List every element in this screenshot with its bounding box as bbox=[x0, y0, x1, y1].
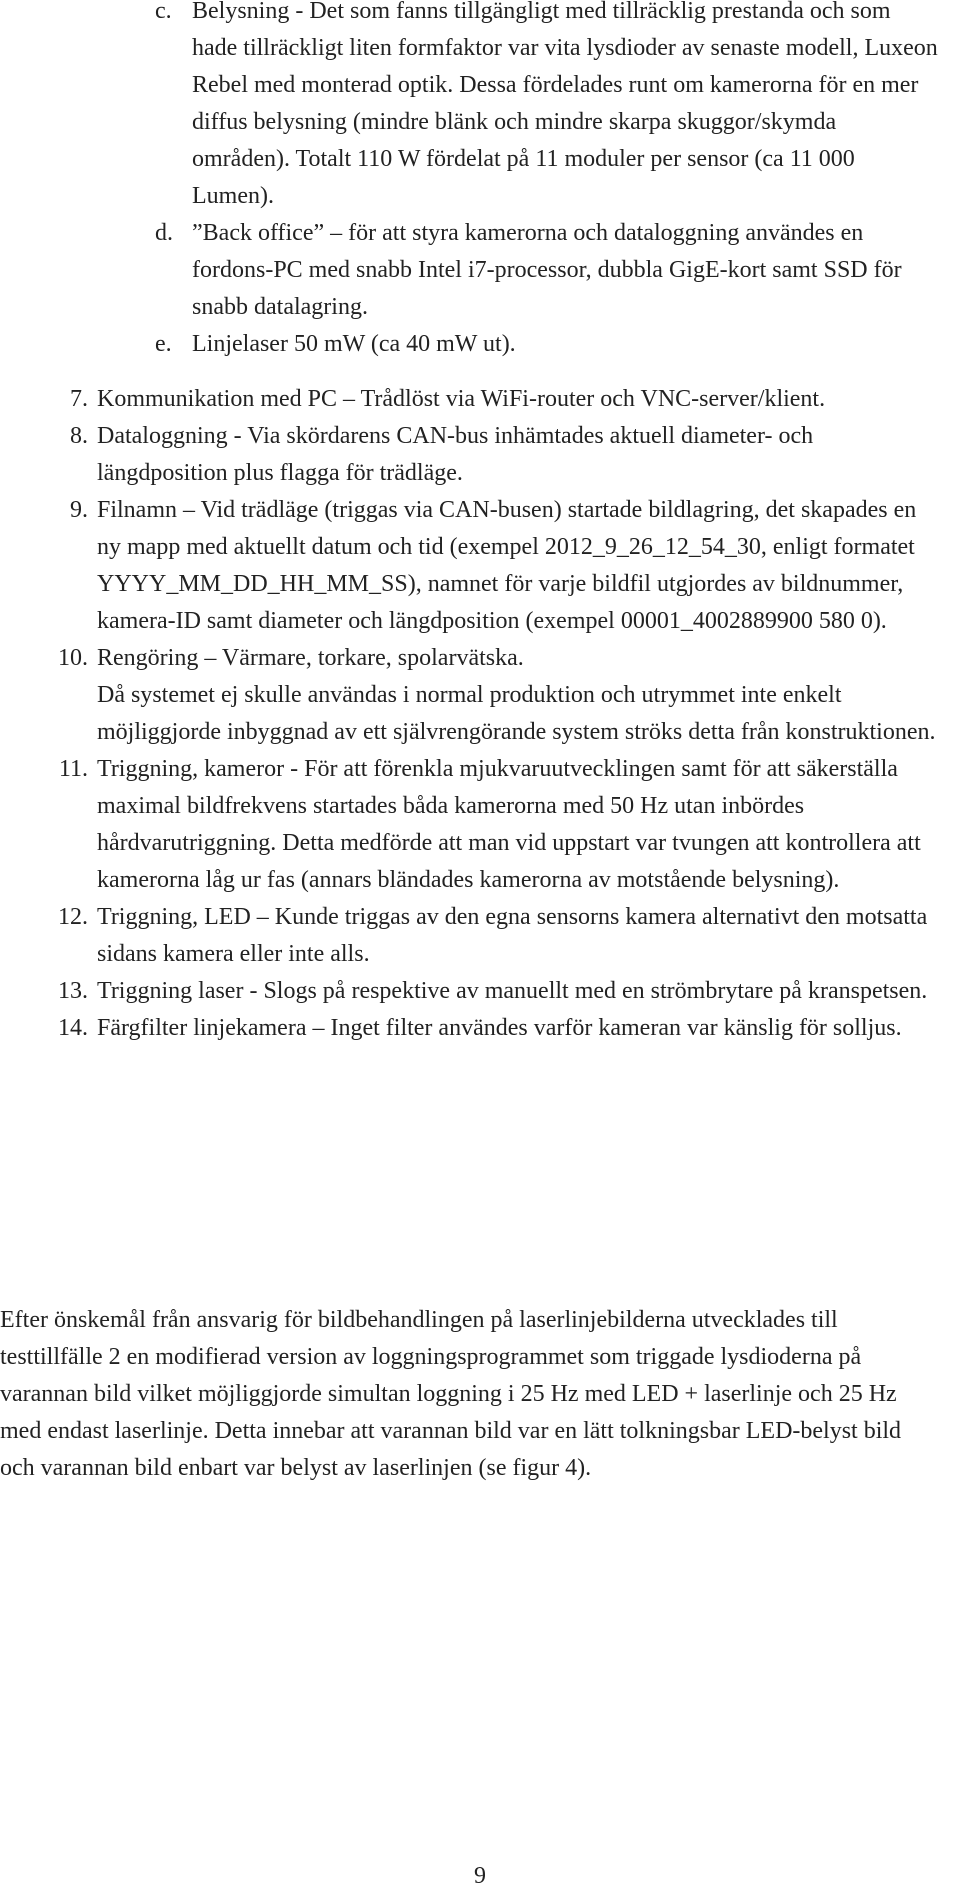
list-marker: c. bbox=[155, 0, 172, 24]
list-marker: 11. bbox=[58, 756, 88, 782]
list-item bbox=[0, 381, 940, 418]
list-item-text: Triggning laser - Slogs på respektive av manuellt med en strömbrytare på kranspetsen. bbox=[97, 978, 928, 1004]
sub-item-list bbox=[155, 0, 940, 363]
list-item-text: Rengöring – Värmare, torkare, spolarvätska. bbox=[97, 645, 524, 671]
list-item-text: Färgfilter linjekamera – Inget filter användes varför kameran var känslig för solljus. bbox=[97, 1015, 902, 1041]
list-item-text: Dataloggning - Via skördarens CAN-bus inhämtades aktuell diameter- och längdposition plus flagga för trädläge. bbox=[97, 423, 814, 486]
list-item-note: Då systemet ej skulle användas i normal produktion och utrymmet inte enkelt möjliggjorde inbyggnad av ett självrengörande system ströks detta från konstruktionen. bbox=[97, 682, 936, 745]
list-item-text: Triggning, LED – Kunde triggas av den egna sensorns kamera alternativt den motsatta sidans kamera eller inte alls. bbox=[97, 904, 928, 967]
body-paragraph: Efter önskemål från ansvarig för bildbehandlingen på laserlinjebilderna utvecklades till testtillfälle 2 en modifierad version av loggningsprogrammet som triggade lysdioderna på varannan bild vilket möjliggjorde simultan loggning i 25 Hz med LED + laserlinje och 25 Hz med endast laserlinje. Detta innebar att varannan bild var en lätt tolkningsbar LED-belyst bild och varannan bild enbart var belyst av laserlinjen (se figur 4). bbox=[0, 1307, 902, 1481]
list-marker: 10. bbox=[58, 645, 88, 671]
list-marker: 7. bbox=[70, 386, 88, 412]
list-item bbox=[0, 640, 940, 751]
list-marker: 12. bbox=[58, 904, 88, 930]
list-item bbox=[0, 973, 940, 1010]
list-marker: 8. bbox=[70, 423, 88, 449]
list-item-text: Belysning - Det som fanns tillgängligt med tillräcklig prestanda och som hade tillräckligt liten formfaktor var vita lysdioder av senaste modell, Luxeon Rebel med monterad optik. Dessa fördelades runt om kamerorna för en mer diffus belysning (mindre blänk och mindre skarpa skuggor/skymda områden). Totalt 110 W fördelat på 11 moduler per sensor (ca 11 000 Lumen). bbox=[192, 0, 938, 209]
list-item bbox=[0, 492, 940, 640]
list-item bbox=[0, 1010, 940, 1047]
list-item bbox=[155, 0, 940, 215]
list-item-text: Linjelaser 50 mW (ca 40 mW ut). bbox=[192, 331, 516, 357]
list-marker: 14. bbox=[58, 1015, 88, 1041]
numbered-list bbox=[0, 381, 940, 1047]
list-item bbox=[0, 899, 940, 973]
page-number: 9 bbox=[474, 1863, 486, 1889]
list-item-text: Filnamn – Vid trädläge (triggas via CAN-busen) startade bildlagring, det skapades en ny mapp med aktuellt datum och tid (exempel 2012_9_26_12_54_30, enligt formatet YYYY_MM_DD_HH_MM_SS), namnet för varje bildfil utgjordes av bildnummer, kamera-ID samt diameter och längdposition (exempel 00001_4002889900 580 0). bbox=[97, 497, 917, 634]
list-marker: 13. bbox=[58, 978, 88, 1004]
list-marker: 9. bbox=[70, 497, 88, 523]
list-item bbox=[0, 751, 940, 899]
list-item-text: Triggning, kameror - För att förenkla mjukvaruutvecklingen samt för att säkerställa maximal bildfrekvens startades båda kamerorna med 50 Hz utan inbördes hårdvarutriggning. Detta medförde att man vid uppstart var tvungen att kontrollera att kamerorna låg ur fas (annars bländades kamerorna av motstående belysning). bbox=[97, 756, 921, 893]
list-item-text: Kommunikation med PC – Trådlöst via WiFi-router och VNC-server/klient. bbox=[97, 386, 826, 412]
list-marker: e. bbox=[155, 331, 172, 357]
list-item bbox=[155, 326, 940, 363]
list-item-text: ”Back office” – för att styra kamerorna och dataloggning användes en fordons-PC med snabb Intel i7-processor, dubbla GigE-kort samt SSD för snabb datalagring. bbox=[192, 220, 902, 320]
list-item bbox=[0, 418, 940, 492]
list-item bbox=[155, 215, 940, 326]
list-marker: d. bbox=[155, 220, 173, 246]
